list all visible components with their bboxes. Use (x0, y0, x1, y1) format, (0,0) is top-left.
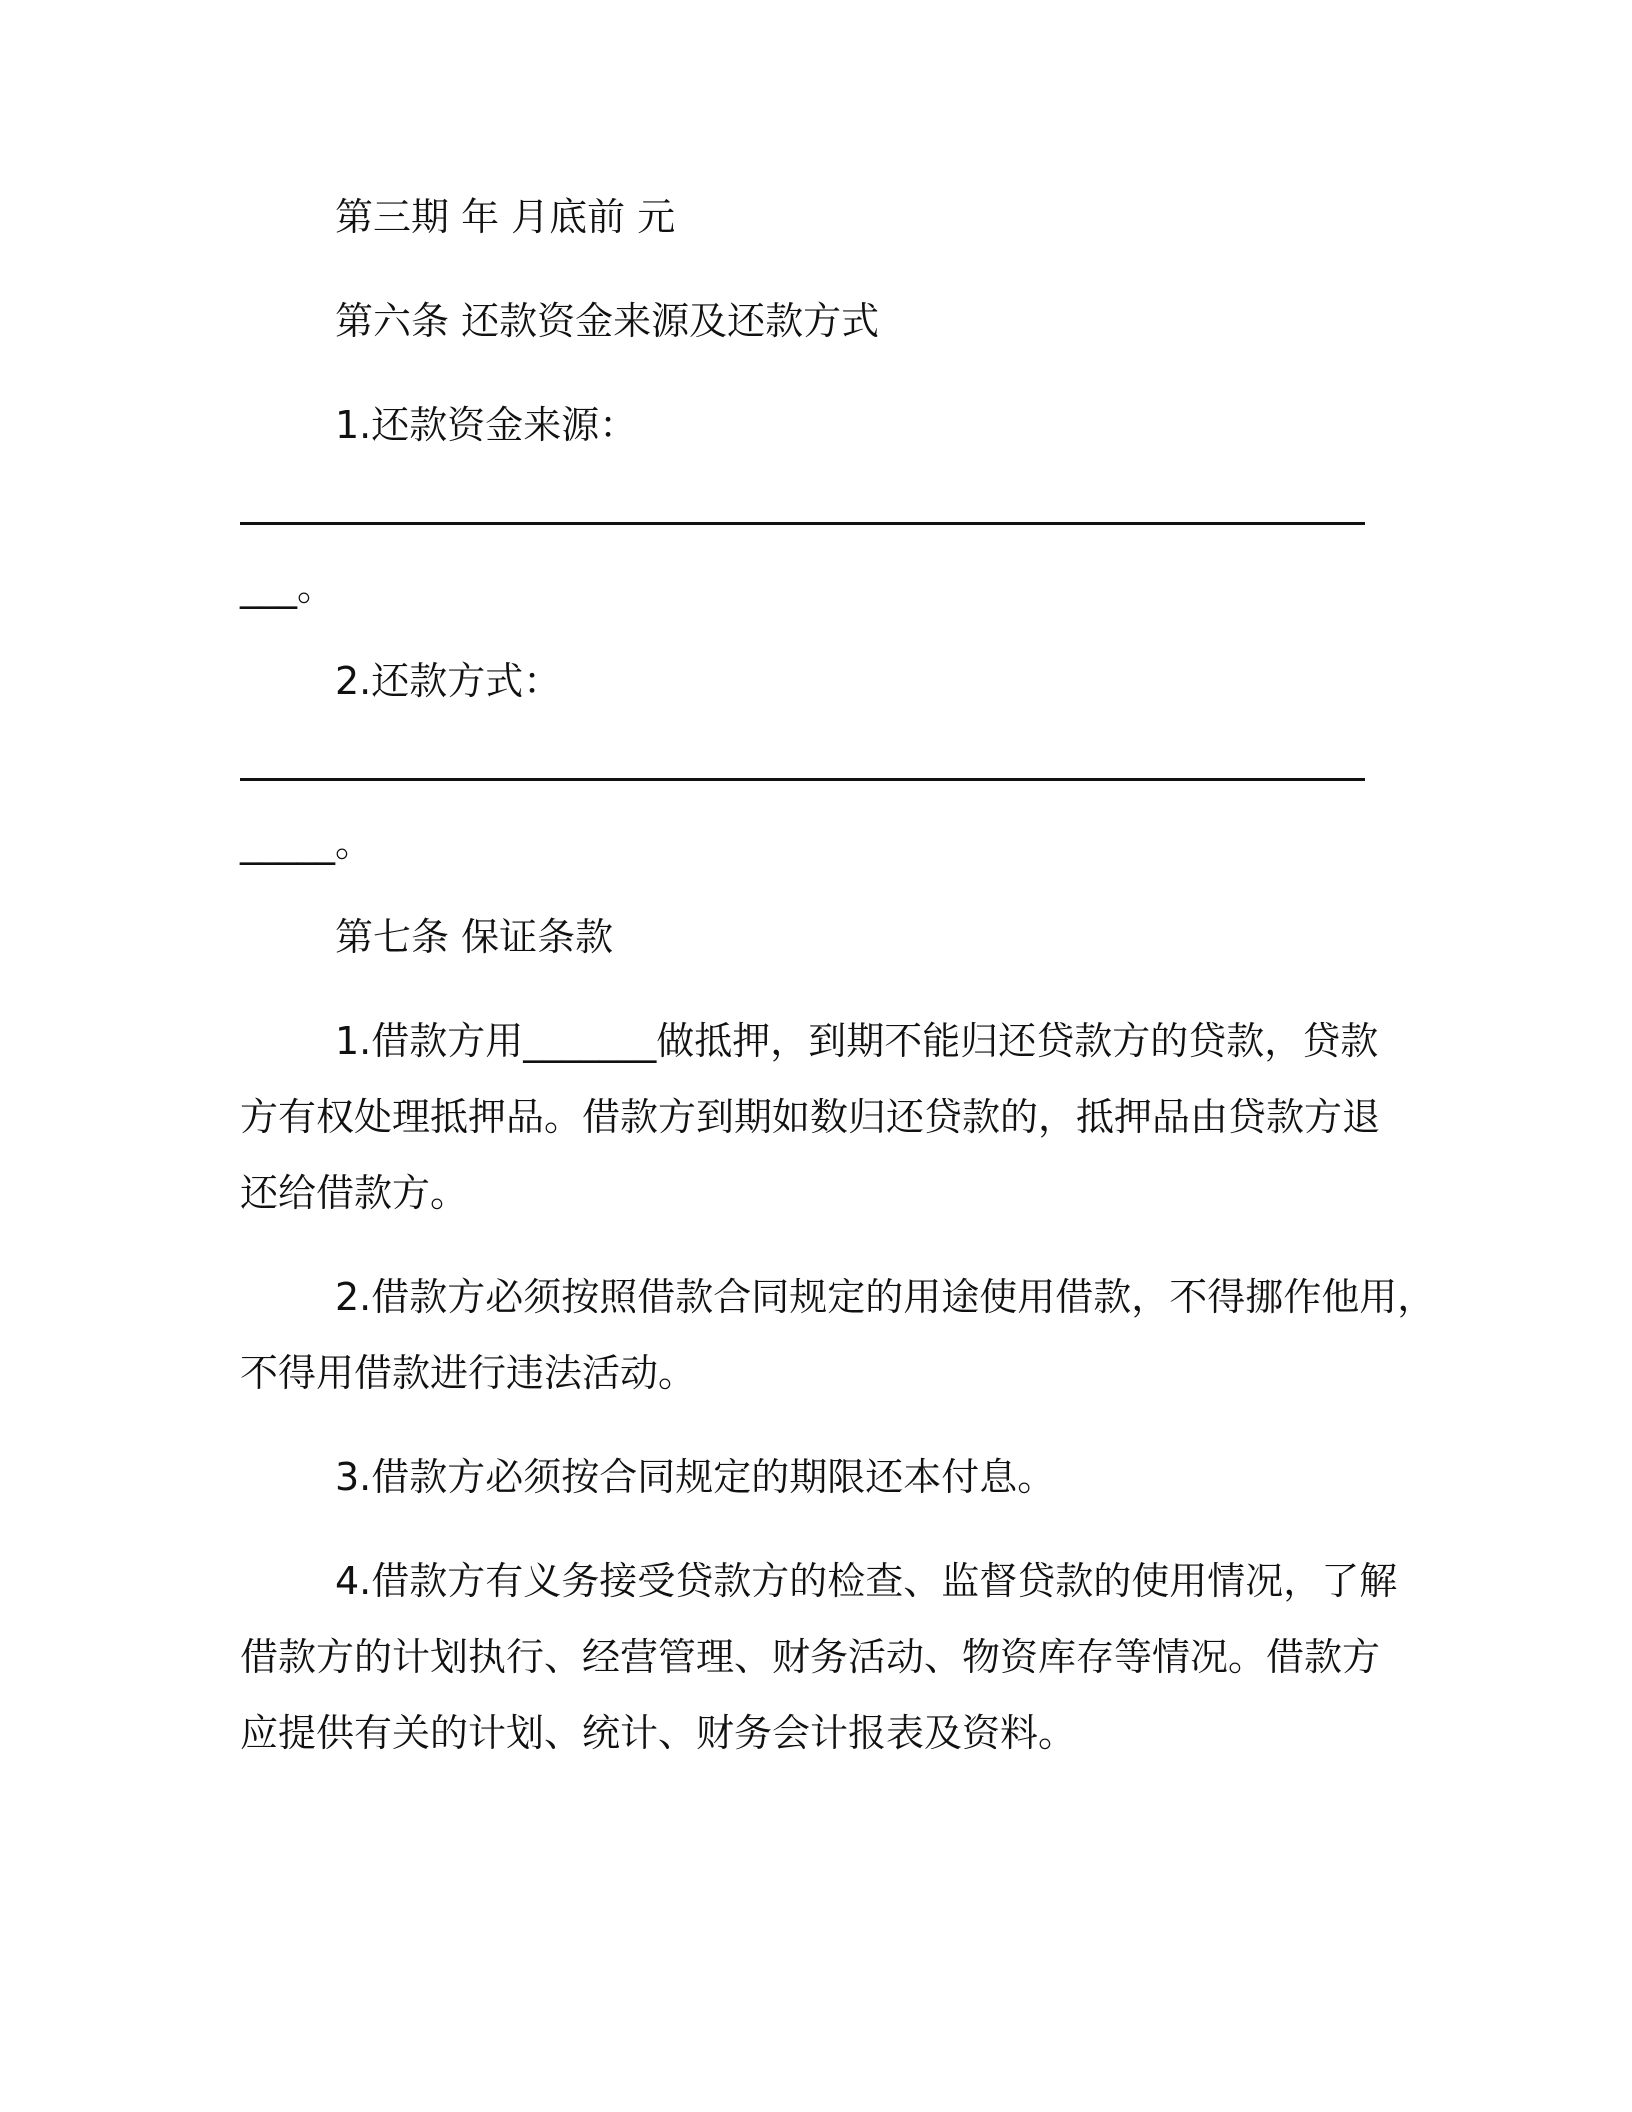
repayment-source-label: 1.还款资金来源： (335, 403, 638, 447)
clause-4-line-1: 4.借款方有义务接受贷款方的检查、监督贷款的使用情况，了解 (335, 1559, 1398, 1603)
clause-4-line-3: 应提供有关的计划、统计、财务会计报表及资料。 (240, 1711, 1077, 1755)
clause-4-line-2: 借款方的计划执行、经营管理、财务活动、物资库存等情况。借款方 (240, 1635, 1381, 1679)
repayment-method-blank-end: _____。 (240, 821, 374, 865)
clause-2-line-2: 不得用借款进行违法活动。 (240, 1351, 697, 1395)
article-7-heading: 第七条 保证条款 (335, 915, 614, 959)
clause-1-line-3: 还给借款方。 (240, 1171, 469, 1215)
clause-3: 3.借款方必须按合同规定的期限还本付息。 (335, 1455, 1056, 1499)
clause-1-line-2: 方有权处理抵押品。借款方到期如数归还贷款的，抵押品由贷款方退 (240, 1095, 1381, 1139)
clause-1-line-1: 1.借款方用_______做抵押，到期不能归还贷款方的贷款，贷款 (335, 1019, 1379, 1063)
repayment-source-blank (240, 522, 1365, 525)
payment-period-3: 第三期 年 月底前 元 (335, 195, 676, 239)
article-6-heading: 第六条 还款资金来源及还款方式 (335, 299, 880, 343)
repayment-method-label: 2.还款方式： (335, 659, 562, 703)
repayment-method-blank (240, 778, 1365, 781)
repayment-source-blank-end: ___。 (240, 565, 336, 609)
clause-2-line-1: 2.借款方必须按照借款合同规定的用途使用借款，不得挪作他用， (335, 1275, 1436, 1319)
